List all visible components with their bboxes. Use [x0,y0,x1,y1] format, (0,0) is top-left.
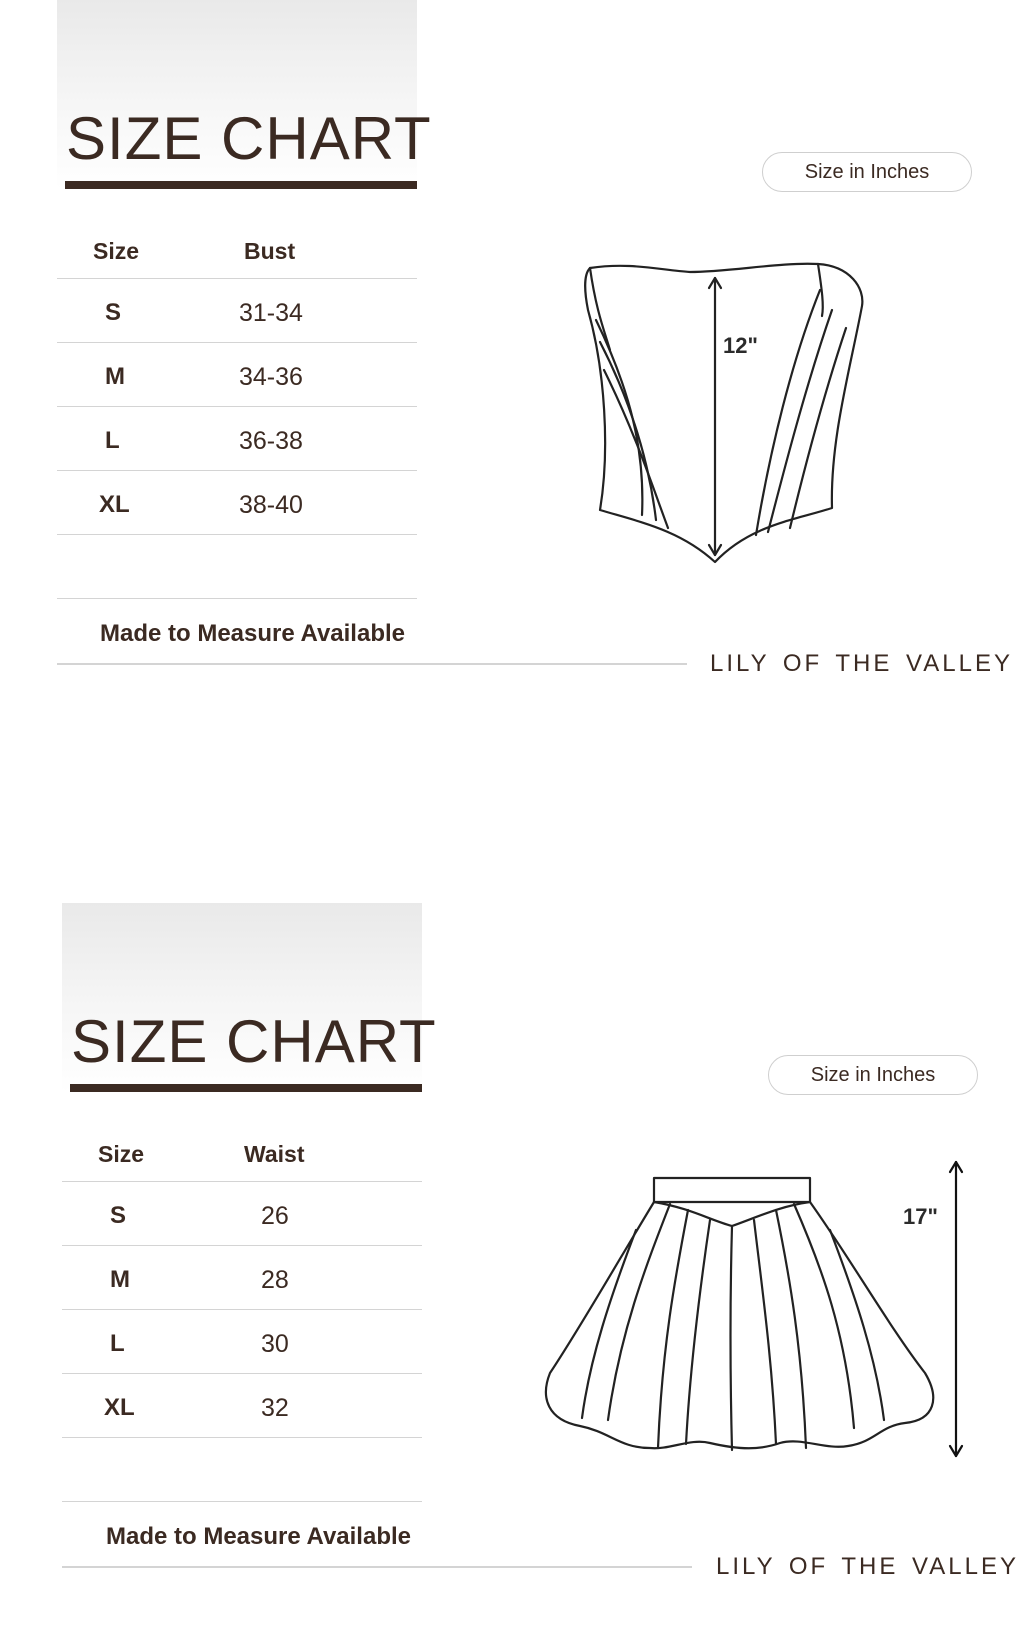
bubble-skirt-icon [540,1158,990,1468]
size-cell: S [105,299,122,326]
divider [62,1566,692,1568]
table-row [62,1310,422,1374]
waist-cell: 26 [261,1202,289,1230]
size-cell: XL [99,491,130,518]
divider [57,663,687,665]
table-row [57,471,417,535]
size-chart-panel-bust [0,0,1024,740]
column-header-size: Size [98,1141,145,1167]
bust-cell: 34-36 [239,363,303,391]
column-header-waist: Waist [244,1141,305,1167]
made-to-measure-note: Made to Measure Available [100,620,405,647]
size-cell: L [110,1330,125,1357]
table-row [62,1246,422,1310]
table-row [62,1182,422,1246]
brand-name: LILY OF THE VALLEY [716,1553,1019,1580]
corset-top-icon [560,250,880,570]
page-title: SIZE CHART [71,1008,437,1075]
waist-cell: 28 [261,1266,289,1294]
size-chart-panel-waist [0,903,1024,1643]
table-row [62,1374,422,1438]
table-row [57,407,417,471]
measurement-label: 12" [723,333,758,358]
title-underline [65,181,417,189]
unit-badge: Size in Inches [762,152,972,192]
bust-cell: 36-38 [239,427,303,455]
size-cell: M [110,1266,130,1293]
size-cell: L [105,427,120,454]
bust-cell: 38-40 [239,491,303,519]
table-row-empty [62,1438,422,1502]
brand-name: LILY OF THE VALLEY [710,650,1013,677]
table-header [57,232,417,279]
unit-badge: Size in Inches [768,1055,978,1095]
table-row [57,343,417,407]
table-header [62,1135,422,1182]
waist-cell: 32 [261,1394,289,1422]
bust-cell: 31-34 [239,299,303,327]
title-block [57,0,432,190]
measurement-label: 17" [903,1204,938,1229]
size-cell: S [110,1202,127,1229]
column-header-bust: Bust [244,238,296,264]
size-cell: M [105,363,125,390]
title-underline [70,1084,422,1092]
column-header-size: Size [93,238,140,264]
table-row-empty [57,535,417,599]
size-table [57,232,417,599]
made-to-measure-note: Made to Measure Available [106,1523,411,1550]
waist-cell: 30 [261,1330,289,1358]
page-title: SIZE CHART [66,105,432,172]
title-block [62,903,437,1093]
size-cell: XL [104,1394,135,1421]
table-row [57,279,417,343]
size-table [62,1135,422,1502]
